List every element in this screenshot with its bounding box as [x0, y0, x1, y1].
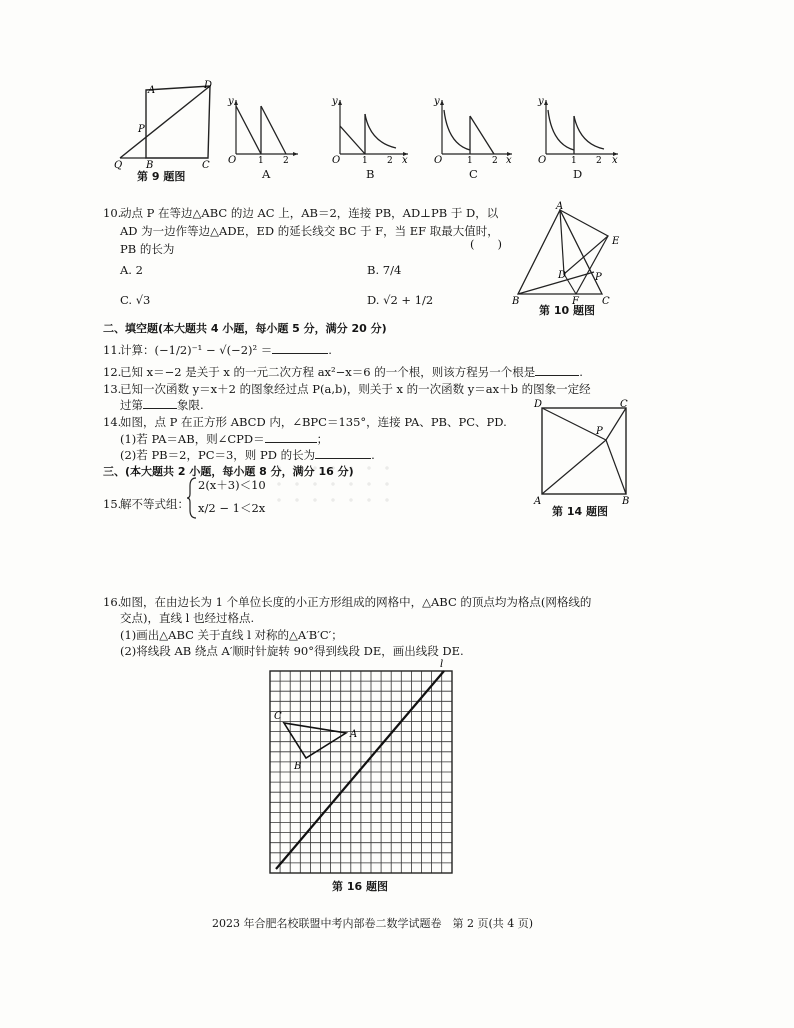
q10-option-d: D. √2 + 1/2	[367, 293, 434, 307]
svg-text:1: 1	[362, 156, 368, 164]
q10-line3: PB 的长为	[120, 242, 175, 256]
q14-part1-blank[interactable]	[265, 430, 317, 443]
svg-text:x: x	[402, 155, 408, 164]
svg-text:y: y	[228, 96, 234, 107]
q14-part2: (2)若 PB＝2，PC＝3，则 PD 的长为 .	[120, 448, 375, 462]
svg-text:C: C	[274, 711, 282, 722]
svg-text:C: C	[602, 296, 610, 307]
q12-text: 已知 x＝−2 是关于 x 的一元二次方程 ax²−x＝6 的一个根，则该方程另一个根是 .	[120, 365, 583, 379]
q15-inequality-1: 2(x＋3)＜10	[198, 478, 266, 492]
q14-part2-blank[interactable]	[315, 446, 371, 459]
q16-caption: 第 16 题图	[332, 880, 388, 893]
svg-text:y: y	[332, 96, 338, 107]
q10-line2: AD 为一边作等边△ADE，ED 的延长线交 BC 于 F，当 EF 取最大值时，	[120, 224, 499, 238]
section-2-heading: 二、填空题(本大题共 4 小题，每小题 5 分，满分 20 分)	[103, 322, 387, 335]
q12-answer-blank[interactable]	[535, 363, 579, 376]
q13-line1: 已知一次函数 y＝x＋2 的图象经过点 P(a,b)，则关于 x 的一次函数 y＝ax＋b 的图象一定经	[120, 382, 591, 396]
svg-text:O: O	[538, 155, 547, 164]
svg-text:y: y	[538, 96, 544, 107]
q14-number: 14.	[103, 415, 122, 429]
q10-option-a: A. 2	[120, 263, 143, 277]
svg-text:B: B	[512, 296, 520, 307]
svg-text:B: B	[622, 496, 630, 507]
q10-number: 10.	[103, 206, 122, 220]
q9-option-c-label: C	[469, 167, 478, 181]
q9-label-a: A	[148, 85, 156, 96]
q16-number: 16.	[103, 595, 122, 609]
q9-option-d-label: D	[573, 167, 583, 181]
q15-text: 解不等式组：	[120, 497, 189, 511]
q16-line1: 如图，在由边长为 1 个单位长度的小正方形组成的网格中，△ABC 的顶点均为格点(网格线的	[120, 595, 592, 609]
svg-text:2: 2	[283, 156, 289, 164]
q9-label-d: D	[204, 80, 213, 91]
svg-text:1: 1	[467, 156, 473, 164]
q16-part2: (2)将线段 AB 绕点 A′顺时针旋转 90°得到线段 DE，画出线段 DE.	[120, 644, 464, 658]
q10-answer-paren: ( )	[470, 237, 502, 251]
svg-text:2: 2	[387, 156, 393, 164]
q10-caption: 第 10 题图	[539, 304, 595, 317]
q9-option-c-graph	[432, 96, 516, 164]
q14-part1: (1)若 PA＝AB，则∠CPD＝ ；	[120, 432, 329, 446]
q15-number: 15.	[103, 497, 122, 511]
q9-caption: 第 9 题图	[137, 170, 186, 183]
svg-text:2: 2	[492, 156, 498, 164]
q10-option-c: C. √3	[120, 293, 151, 307]
q9-label-p: P	[138, 124, 145, 135]
svg-text:E: E	[612, 236, 620, 247]
q11-number: 11.	[103, 343, 122, 357]
section-3-heading: 三、(本大题共 2 小题，每小题 8 分，满分 16 分)	[103, 465, 354, 478]
svg-text:l: l	[440, 659, 444, 670]
svg-text:P: P	[596, 426, 603, 437]
svg-text:x: x	[506, 155, 512, 164]
q9-option-b-graph	[330, 96, 412, 164]
svg-text:A: A	[350, 729, 358, 740]
q15-brace	[186, 476, 198, 520]
q15-inequality-2: x/2 − 1＜2x	[198, 501, 266, 515]
q10-option-b: B. 7/4	[367, 263, 402, 277]
svg-text:A: A	[534, 496, 542, 507]
svg-text:D: D	[534, 399, 543, 410]
q9-option-d-graph	[536, 96, 622, 164]
svg-text:O: O	[332, 155, 341, 164]
bleed-through-marks	[270, 460, 390, 510]
svg-text:O: O	[434, 155, 443, 164]
q11-answer-blank[interactable]	[272, 341, 328, 354]
q11-text: 计算：(−1/2)⁻¹ − √(−2)² ＝ .	[120, 343, 332, 357]
q9-main-figure	[112, 80, 222, 170]
svg-text:P: P	[595, 272, 602, 283]
svg-text:2: 2	[596, 156, 602, 164]
q14-figure	[530, 396, 634, 508]
svg-text:O: O	[228, 155, 237, 164]
svg-text:1: 1	[571, 156, 577, 164]
q10-figure	[506, 200, 626, 308]
q12-number: 12.	[103, 365, 122, 379]
q9-option-a-graph	[226, 96, 302, 164]
q9-label-q: Q	[114, 160, 123, 170]
q14-line1: 如图，点 P 在正方形 ABCD 内，∠BPC＝135°，连接 PA、PB、PC、PD.	[120, 415, 507, 429]
q9-option-a-label: A	[262, 167, 271, 181]
q9-option-b-label: B	[366, 167, 375, 181]
svg-text:A: A	[556, 201, 564, 212]
q16-line2: 交点)，直线 l 也经过格点.	[120, 611, 255, 625]
q10-line1: 动点 P 在等边△ABC 的边 AC 上，AB＝2，连接 PB，AD⊥PB 于 D，以	[120, 206, 499, 220]
q13-number: 13.	[103, 382, 122, 396]
q14-caption: 第 14 题图	[552, 505, 608, 518]
q13-answer-blank[interactable]	[143, 396, 177, 409]
q16-grid-figure	[262, 655, 462, 880]
svg-text:B: B	[294, 761, 302, 772]
q16-part1: (1)画出△ABC 关于直线 l 对称的△A′B′C′；	[120, 628, 343, 642]
svg-text:F: F	[572, 296, 579, 307]
q13-line2: 过第 象限.	[120, 398, 204, 412]
svg-text:C: C	[620, 399, 628, 410]
svg-text:x: x	[612, 155, 618, 164]
q9-label-c: C	[202, 160, 210, 170]
svg-text:y: y	[434, 96, 440, 107]
q9-label-b: B	[146, 160, 154, 170]
svg-text:D: D	[558, 270, 567, 281]
svg-text:1: 1	[258, 156, 264, 164]
page-footer: 2023 年合肥名校联盟中考内部卷二数学试题卷 第 2 页(共 4 页)	[212, 917, 534, 930]
